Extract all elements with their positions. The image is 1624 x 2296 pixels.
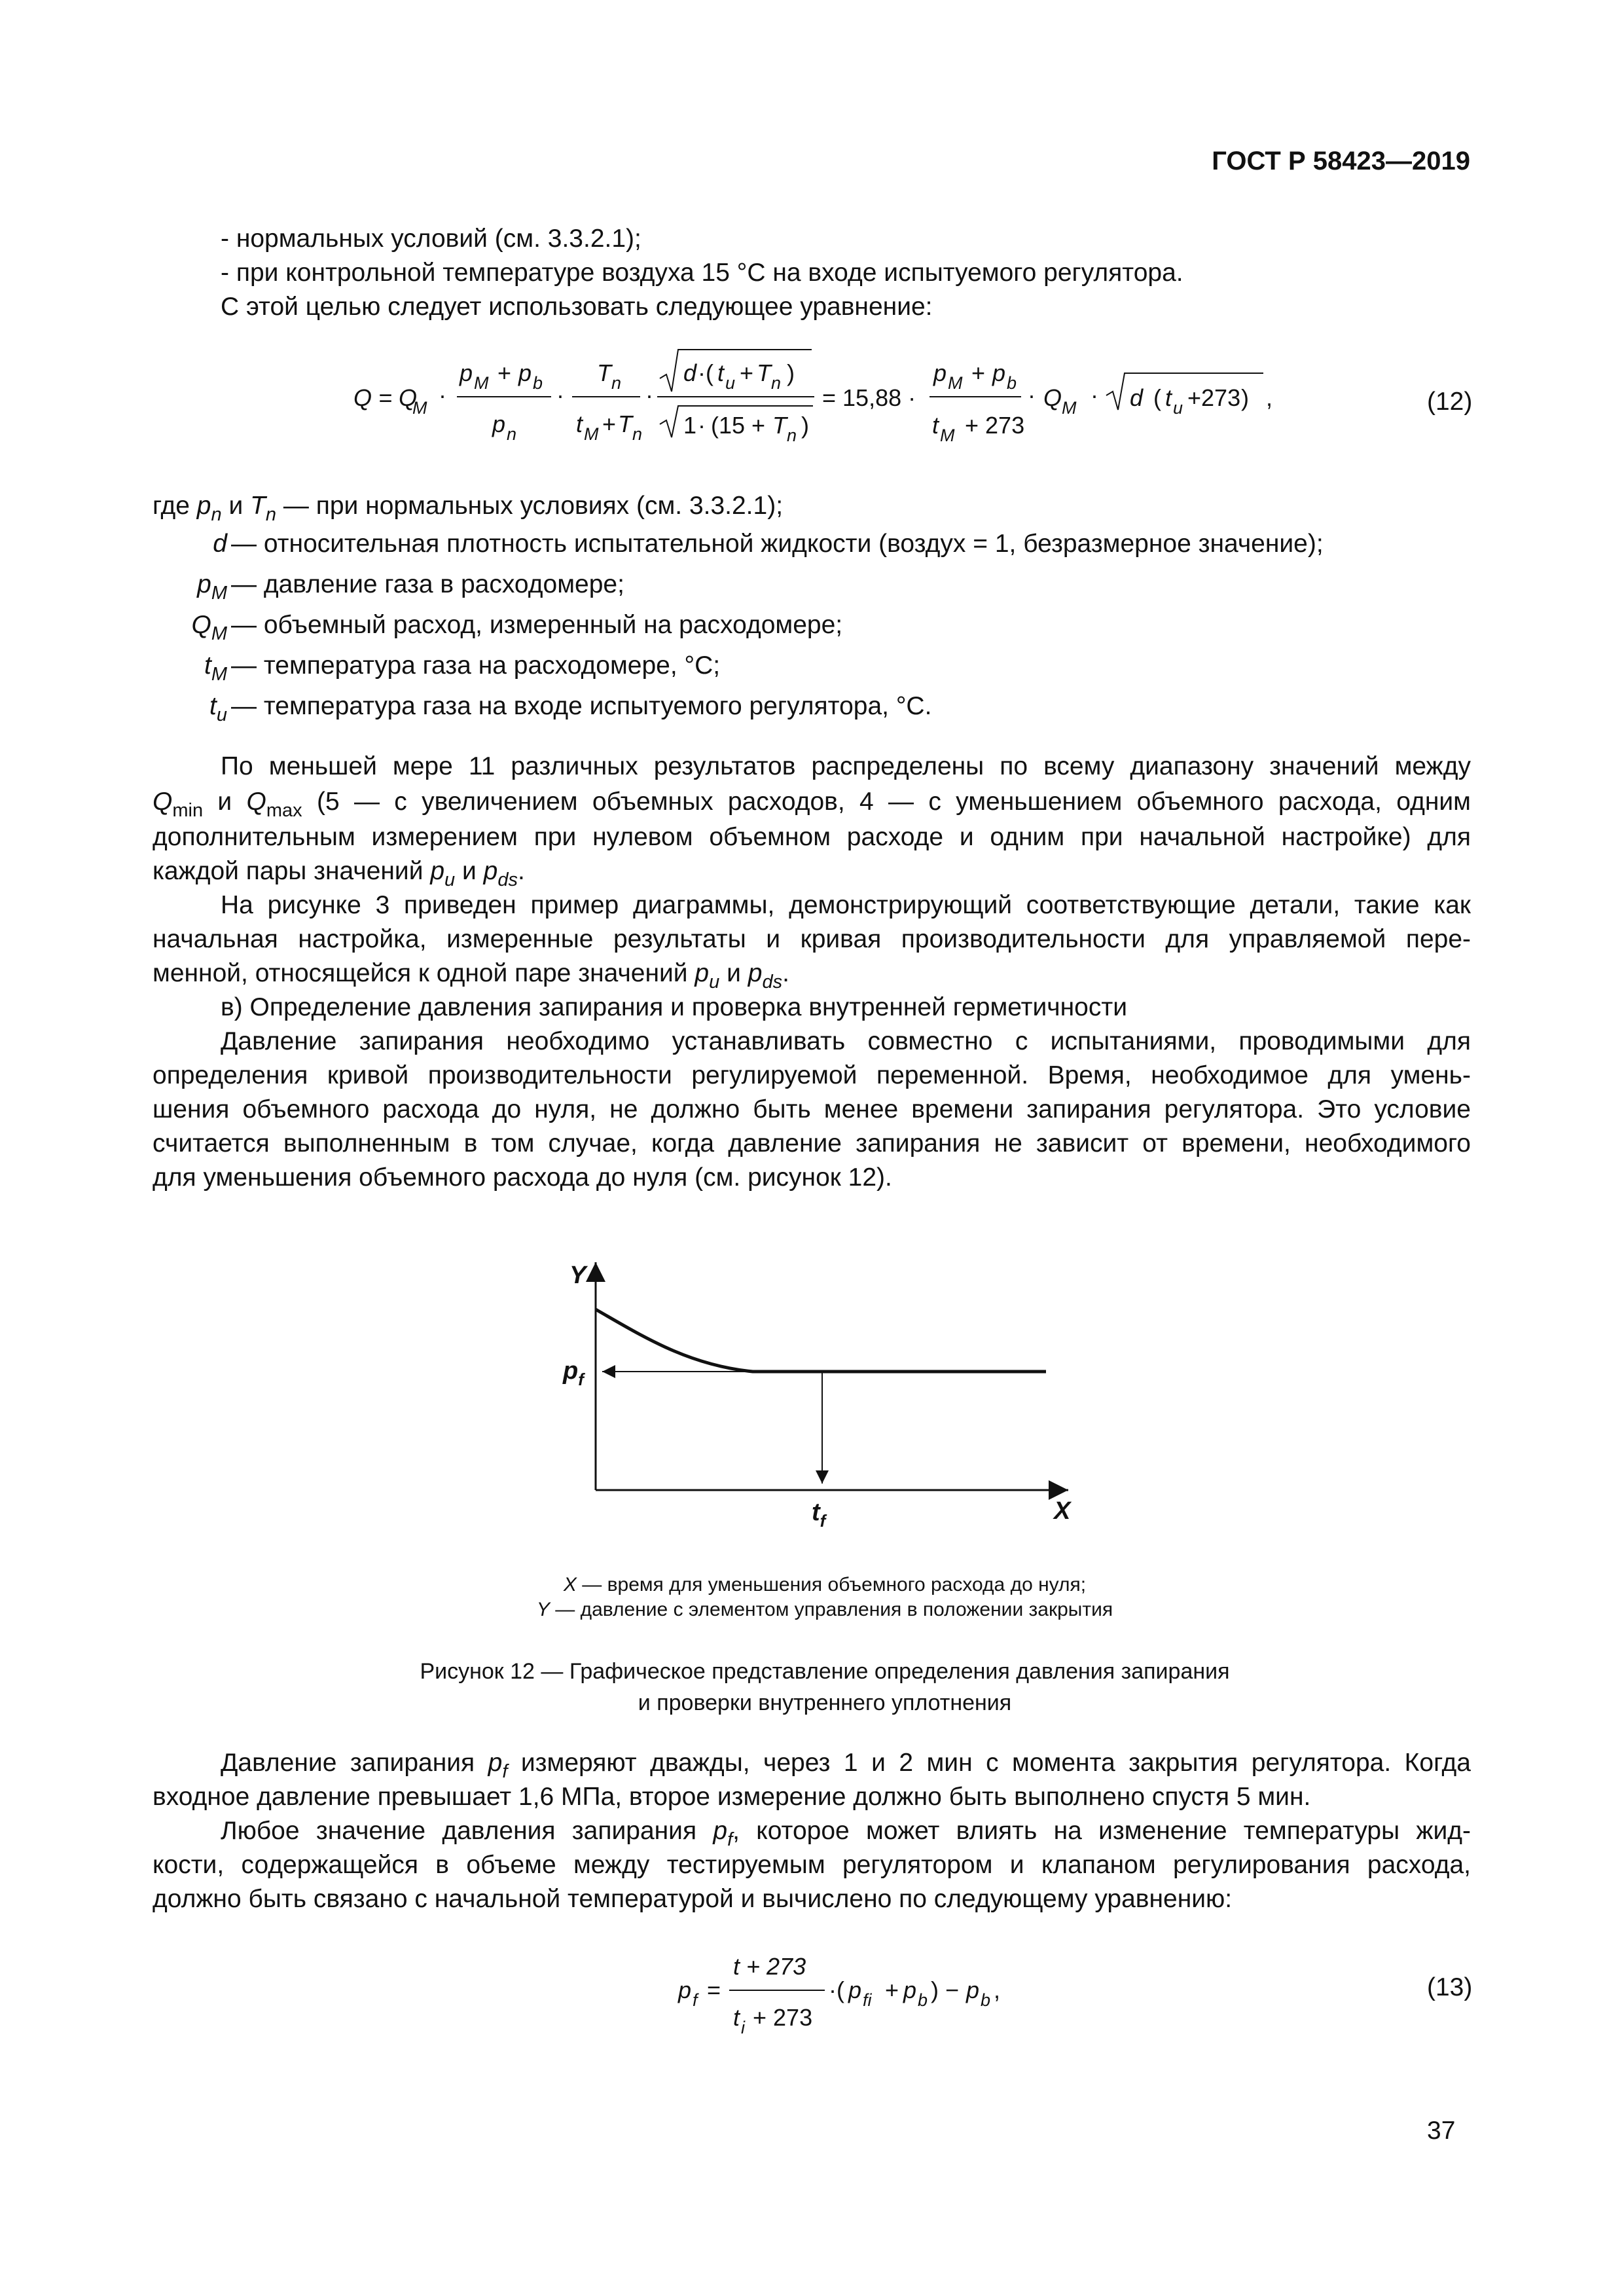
svg-text:t: t bbox=[1165, 384, 1172, 411]
document-id: ГОСТ Р 58423—2019 bbox=[1212, 147, 1470, 175]
svg-text:·: · bbox=[556, 382, 564, 409]
para6-line2: кости, содержащейся в объеме между тестируемым регулятором и клапаном регулирования расхода, bbox=[153, 1851, 1471, 1879]
svg-text:·: · bbox=[698, 412, 706, 439]
figure-12-diagram bbox=[537, 1244, 1113, 1531]
section-heading-closing-pressure: в) Определение давления запирания и проверка внутренней герметичности bbox=[221, 993, 1127, 1021]
svg-text:M: M bbox=[940, 426, 955, 445]
svg-text:t: t bbox=[717, 359, 725, 386]
svg-text:d: d bbox=[1130, 384, 1144, 411]
eq12-coef: = 15,88 · bbox=[822, 384, 916, 411]
para2-line3: менной, относящейся к одной паре значений $p_u$ и $p_{ds}$. bbox=[153, 959, 789, 993]
eq12-f2-T: T bbox=[597, 359, 611, 386]
svg-text:p: p bbox=[992, 359, 1006, 386]
where-item-d: d — относительная плотность испытательной жидкости (воздух = 1, безразмерное значение); bbox=[213, 530, 1324, 558]
svg-text:t: t bbox=[733, 2004, 740, 2031]
svg-text:f: f bbox=[693, 1990, 698, 2010]
svg-text:T: T bbox=[757, 359, 771, 386]
bullet-normal-conditions: - нормальных условий (см. 3.3.2.1); bbox=[221, 225, 641, 253]
eq12-f1-plus: + bbox=[497, 359, 512, 386]
svg-text:+: + bbox=[885, 1977, 899, 2003]
svg-text:,: , bbox=[1266, 384, 1273, 411]
svg-text:Q: Q bbox=[1043, 384, 1062, 411]
svg-text:n: n bbox=[787, 426, 797, 445]
eq12-f1-pn: p bbox=[492, 410, 506, 437]
svg-text:n: n bbox=[611, 373, 622, 393]
svg-text:t: t bbox=[932, 412, 939, 439]
svg-text:(: ( bbox=[1153, 384, 1161, 411]
svg-text:): ) bbox=[801, 412, 809, 439]
where-item-QM: $Q_M$ — объемный расход, измеренный на расходомере; bbox=[191, 611, 843, 644]
svg-text:b: b bbox=[533, 373, 543, 393]
svg-text:+ 273: + 273 bbox=[753, 2004, 813, 2031]
svg-text:·(: ·( bbox=[829, 1977, 844, 2003]
para5-line1: Давление запирания $p_f$ измеряют дважды, через 1 и 2 мин с момента закрытия регулятора. Когда bbox=[221, 1749, 1471, 1782]
svg-text:·: · bbox=[1091, 382, 1098, 409]
para1-line1: По меньшей мере 11 различных результатов распределены по всему диапазону значений между bbox=[221, 752, 1471, 780]
where-line: где $p_n$ и $T_n$ — при нормальных условиях (см. 3.3.2.1); bbox=[153, 492, 784, 525]
para1-line3: дополнительным измерением при нулевом объемном расходе и одним при начальной настройке) для bbox=[153, 823, 1471, 851]
figure-legend-y: Y — давление с элементом управления в положении закрытия bbox=[536, 1599, 1113, 1620]
page-number: 37 bbox=[1427, 2117, 1456, 2145]
equation-lead: С этой целью следует использовать следующее уравнение: bbox=[221, 293, 933, 321]
eq12-f1-p: p bbox=[460, 359, 473, 386]
para5-line2: входное давление превышает 1,6 МПа, второе измерение должно быть выполнено спустя 5 мин. bbox=[153, 1783, 1311, 1811]
eq12-f1-pb: p bbox=[518, 359, 532, 386]
svg-text:n: n bbox=[632, 424, 643, 444]
svg-text:): ) bbox=[787, 359, 795, 386]
pressure-curve bbox=[596, 1309, 1046, 1372]
para4-line1: Давление запирания необходимо устанавливать совместно с испытаниями, проводимыми для bbox=[221, 1027, 1471, 1055]
eq12-dot-1: · bbox=[439, 382, 446, 409]
svg-text:) −: ) − bbox=[931, 1977, 960, 2003]
svg-text:·: · bbox=[645, 382, 653, 409]
svg-text:M: M bbox=[1062, 398, 1077, 418]
svg-text:Q = Q bbox=[353, 384, 417, 411]
para6-line3: должно быть связано с начальной температурой и вычислено по следующему уравнению: bbox=[153, 1885, 1233, 1913]
svg-text:,: , bbox=[994, 1977, 1001, 2003]
svg-text:fi: fi bbox=[863, 1990, 872, 2010]
pf-label: $p_f$ bbox=[563, 1357, 584, 1389]
svg-text:n: n bbox=[507, 424, 517, 444]
svg-text:M: M bbox=[584, 424, 599, 444]
figure-legend-x: X — время для уменьшения объемного расхода до нуля; bbox=[563, 1574, 1087, 1595]
svg-text:+: + bbox=[602, 410, 617, 437]
para2-line1: На рисунке 3 приведен пример диаграммы, демонстрирующий соответствующие детали, такие как bbox=[221, 891, 1471, 919]
svg-text:b: b bbox=[1007, 373, 1017, 393]
svg-text:b: b bbox=[918, 1990, 928, 2010]
eq12-sub-M: M bbox=[412, 398, 427, 418]
para2-line2: начальная настройка, измеренные результаты и кривая производительности для управляемой пере- bbox=[153, 925, 1471, 953]
equation-12 bbox=[347, 340, 1316, 458]
svg-text:=: = bbox=[707, 1977, 721, 2003]
svg-text:p: p bbox=[933, 359, 947, 386]
svg-text:p: p bbox=[678, 1977, 692, 2003]
svg-text:+: + bbox=[971, 359, 986, 386]
tf-label: $t_f$ bbox=[812, 1499, 826, 1531]
svg-text:p: p bbox=[966, 1977, 980, 2003]
para4-line2: определения кривой производительности регулируемой переменной. Время, необходимое для умень- bbox=[153, 1061, 1471, 1089]
svg-text:u: u bbox=[725, 373, 736, 393]
svg-text:1: 1 bbox=[683, 412, 697, 439]
para4-line3: шения объемного расхода до нуля, не должно быть менее времени запирания регулятора. Это условие bbox=[153, 1095, 1471, 1123]
where-item-tu: $t_u$ — температура газа на входе испытуемого регулятора, °С. bbox=[209, 692, 932, 725]
svg-text:n: n bbox=[771, 373, 782, 393]
svg-text:+: + bbox=[740, 359, 754, 386]
para1-line2: $Q_{min}$ и $Q_{max}$ (5 — с увеличением объемных расходов, 4 — с уменьшением объемного расхода, одним bbox=[153, 788, 1471, 821]
equation-13 bbox=[668, 1938, 1074, 2043]
svg-text:·(: ·( bbox=[698, 359, 713, 386]
svg-text:M: M bbox=[948, 373, 963, 393]
para4-line4: считается выполненным в том случае, когда давление запирания не зависит от времени, необходимого bbox=[153, 1129, 1471, 1157]
svg-text:+273: +273 bbox=[1187, 384, 1241, 411]
eq12-f2-tM: t bbox=[576, 410, 583, 437]
figure-caption-line1: Рисунок 12 — Графическое представление определения давления запирания bbox=[420, 1659, 1230, 1684]
svg-text:T: T bbox=[772, 412, 787, 439]
svg-text:b: b bbox=[981, 1990, 991, 2010]
svg-text:p: p bbox=[848, 1977, 862, 2003]
figure-caption-line2: и проверки внутреннего уплотнения bbox=[638, 1690, 1012, 1715]
svg-text:·: · bbox=[1028, 382, 1036, 409]
svg-text:p: p bbox=[903, 1977, 917, 2003]
where-legend bbox=[96, 528, 1324, 731]
eq12-f3-d: d bbox=[683, 359, 697, 386]
svg-text:(15 +: (15 + bbox=[711, 412, 766, 439]
svg-text:i: i bbox=[741, 2018, 745, 2037]
para4-line5: для уменьшения объемного расхода до нуля (см. рисунок 12). bbox=[153, 1163, 892, 1192]
x-axis-label: X bbox=[1054, 1497, 1071, 1525]
svg-text:T: T bbox=[618, 410, 632, 437]
where-item-tM: $t_M$ — температура газа на расходомере, °С; bbox=[204, 651, 721, 685]
para1-line4: каждой пары значений $p_u$ и $p_{ds}$. bbox=[153, 857, 525, 890]
svg-text:): ) bbox=[1241, 384, 1249, 411]
y-axis-label: Y bbox=[569, 1262, 586, 1289]
svg-text:u: u bbox=[1173, 398, 1183, 418]
para6-line1: Любое значение давления запирания $p_f$, которое может влиять на изменение температуры жид- bbox=[221, 1817, 1471, 1850]
equation-13-number: (13) bbox=[1427, 1973, 1473, 2001]
svg-text:t + 273: t + 273 bbox=[733, 1953, 806, 1980]
svg-text:+ 273: + 273 bbox=[965, 412, 1025, 439]
where-item-pM: $p_M$ — давление газа в расходомере; bbox=[197, 570, 624, 604]
equation-12-number: (12) bbox=[1427, 388, 1473, 416]
eq12-f1-subM: M bbox=[474, 373, 489, 393]
bullet-control-temperature: - при контрольной температуре воздуха 15 °С на входе испытуемого регулятора. bbox=[221, 259, 1183, 287]
eq12-lhs: Q = Q bbox=[353, 384, 418, 411]
